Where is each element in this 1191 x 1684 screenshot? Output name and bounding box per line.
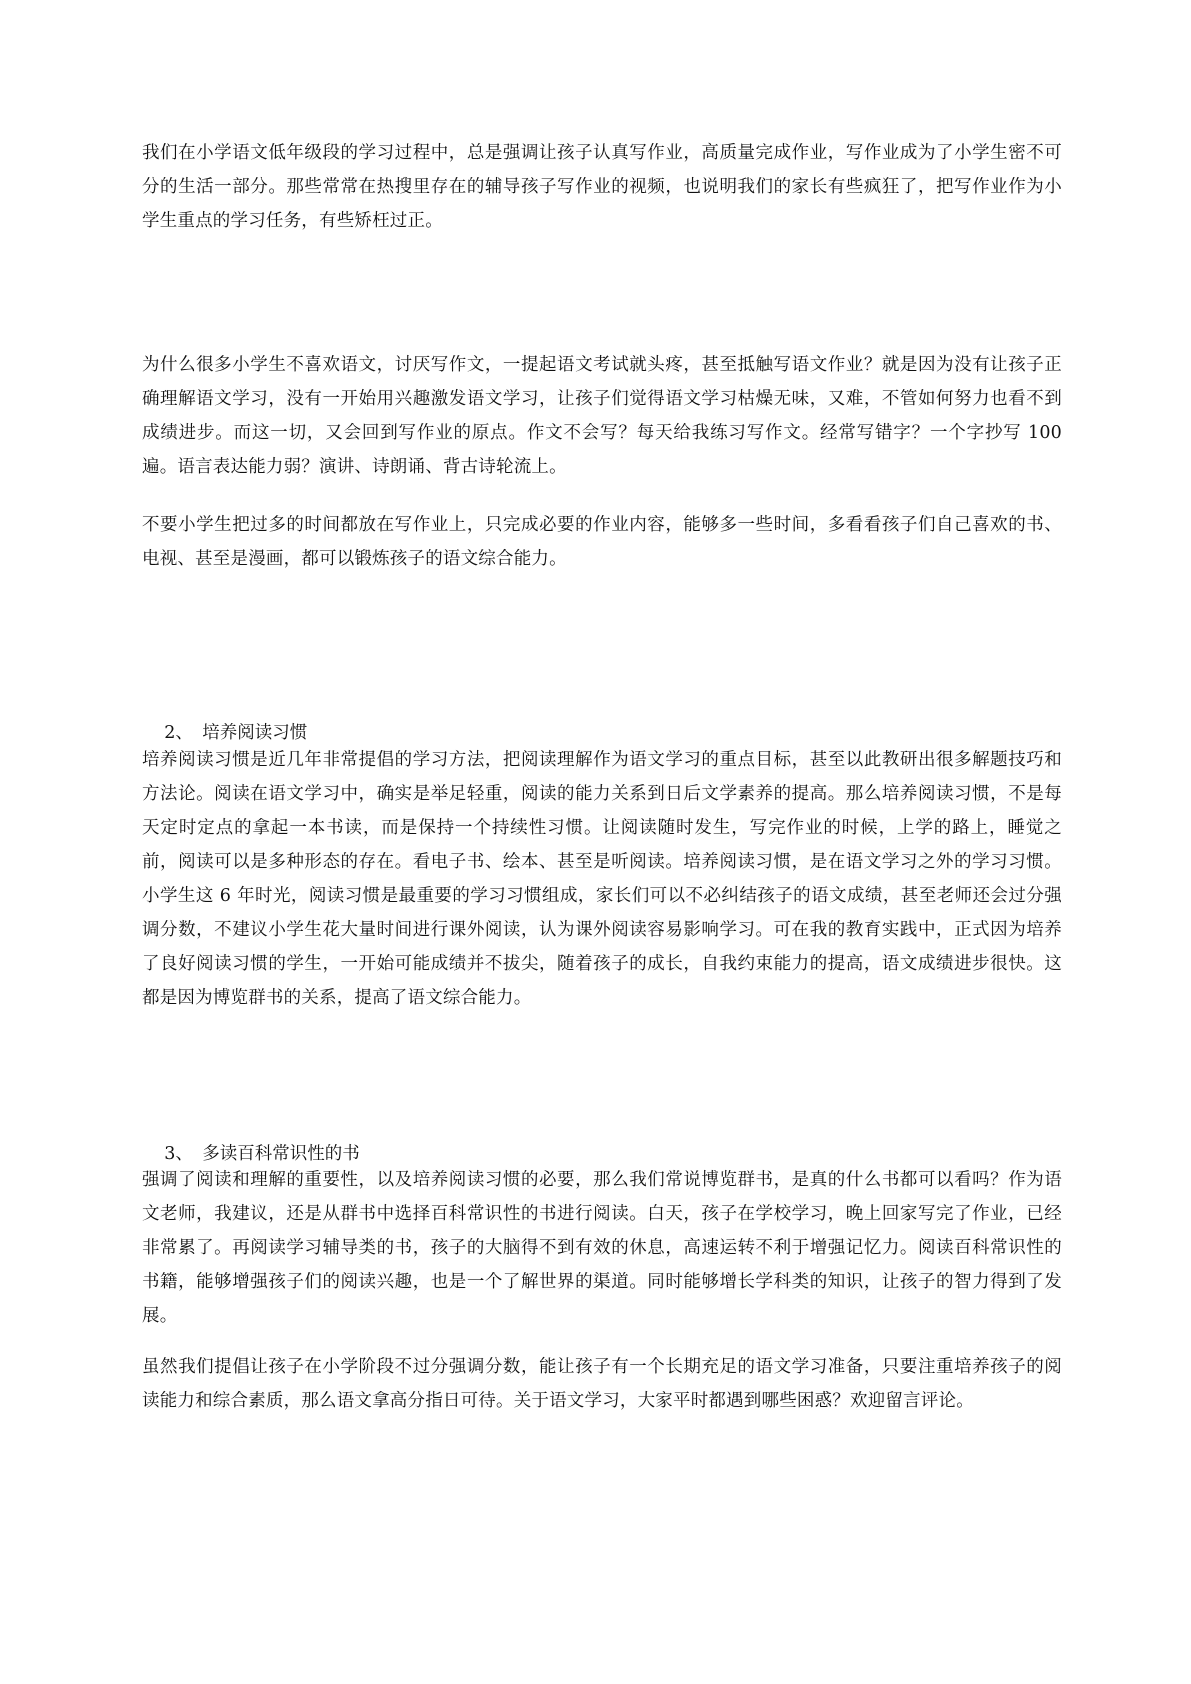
paragraph-why-dislike-chinese: 为什么很多小学生不喜欢语文，讨厌写作文，一提起语文考试就头疼，甚至抵触写语文作业？就是因为没有让孩子正确理解语文学习，没有一开始用兴趣激发语文学习，让孩子们觉得语文学习枯燥无味，又难，不管如何努力也看不到成绩进步。而这一切，又会回到写作业的原点。作文不会写？每天给我练习写作文。经常写错字？一个字抄写 100 遍。语言表达能力弱？演讲、诗朗诵、背古诗轮流上。: [142, 355, 1062, 477]
section-number: 3、: [164, 1144, 193, 1164]
paragraph-less-homework: 不要小学生把过多的时间都放在写作业上，只完成必要的作业内容，能够多一些时间，多看看孩子们自己喜欢的书、电视、甚至是漫画，都可以锻炼孩子的语文综合能力。: [142, 515, 1062, 569]
paragraph-reading-habit: 培养阅读习惯是近几年非常提倡的学习方法，把阅读理解作为语文学习的重点目标，甚至以此教研出很多解题技巧和方法论。阅读在语文学习中，确实是举足轻重，阅读的能力关系到日后文学素养的提高。那么培养阅读习惯，不是每天定时定点的拿起一本书读，而是保持一个持续性习惯。让阅读随时发生，写完作业的时候，上学的路上，睡觉之前，阅读可以是多种形态的存在。看电子书、绘本、甚至是听阅读。培养阅读习惯，是在语文学习之外的学习习惯。小学生这 6 年时光，阅读习惯是最重要的学习习惯组成，家长们可以不必纠结孩子的语文成绩，甚至老师还会过分强调分数，不建议小学生花大量时间进行课外阅读，认为课外阅读容易影响学习。可在我的教育实践中，正式因为培养了良好阅读习惯的学生，一开始可能成绩并不拔尖，随着孩子的成长，自我约束能力的提高，语文成绩进步很快。这都是因为博览群书的关系，提高了语文综合能力。: [142, 750, 1062, 1008]
section-title: 多读百科常识性的书: [202, 1144, 360, 1164]
section-number: 2、: [164, 723, 193, 743]
section-title: 培养阅读习惯: [202, 723, 308, 743]
paragraph-encyclopedia-books: 强调了阅读和理解的重要性，以及培养阅读习惯的必要，那么我们常说博览群书，是真的什么书都可以看吗？作为语文老师，我建议，还是从群书中选择百科常识性的书进行阅读。白天，孩子在学校学习，晚上回家写完了作业，已经非常累了。再阅读学习辅导类的书，孩子的大脑得不到有效的休息，高速运转不利于增强记忆力。阅读百科常识性的书籍，能够增强孩子们的阅读兴趣，也是一个了解世界的渠道。同时能够增长学科类的知识，让孩子的智力得到了发展。: [142, 1170, 1062, 1326]
paragraph-conclusion: 虽然我们提倡让孩子在小学阶段不过分强调分数，能让孩子有一个长期充足的语文学习准备，只要注重培养孩子的阅读能力和综合素质，那么语文拿高分指日可待。关于语文学习，大家平时都遇到哪些困惑？欢迎留言评论。: [142, 1357, 1062, 1411]
paragraph-intro: 我们在小学语文低年级段的学习过程中，总是强调让孩子认真写作业，高质量完成作业，写作业成为了小学生密不可分的生活一部分。那些常常在热搜里存在的辅导孩子写作业的视频，也说明我们的家长有些疯狂了，把写作业作为小学生重点的学习任务，有些矫枉过正。: [142, 143, 1062, 231]
